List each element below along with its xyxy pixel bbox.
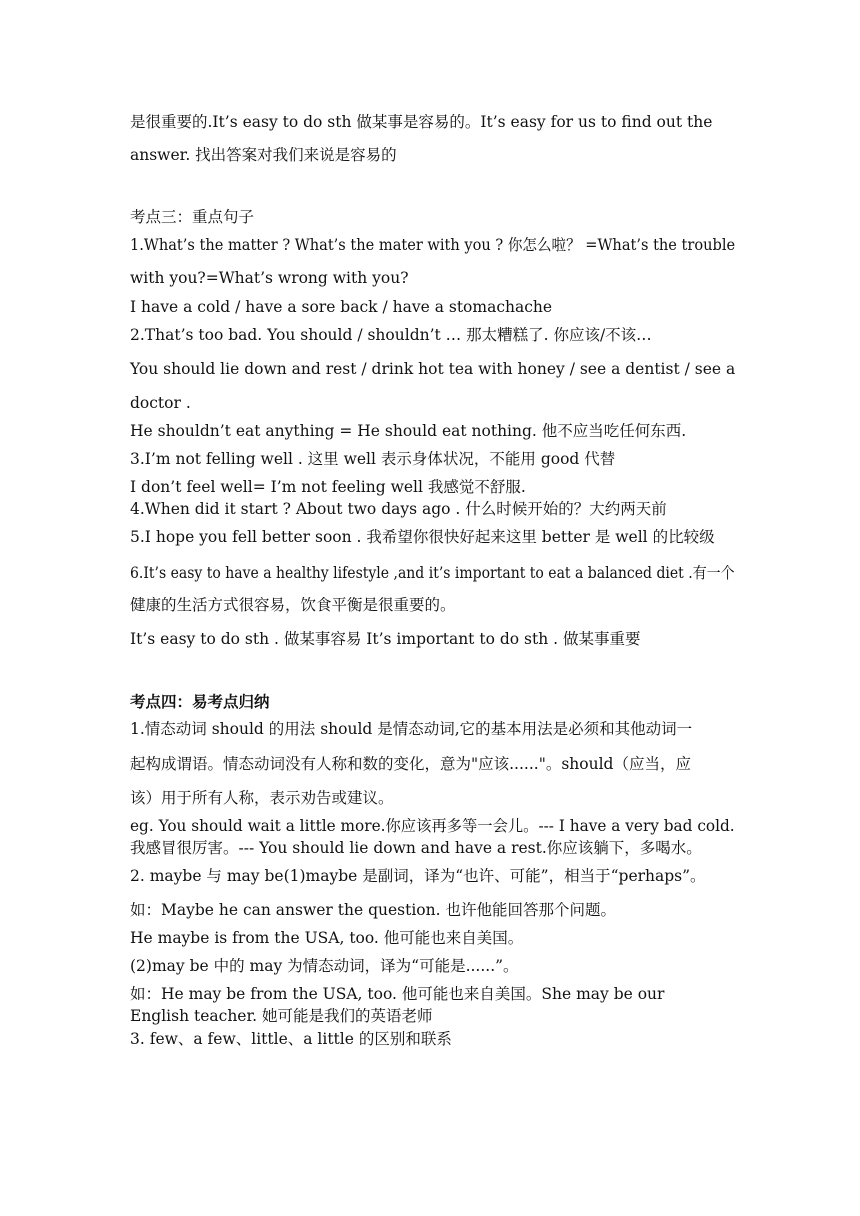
text-line: 该）用于所有人称，表示劝告或建议。 — [130, 789, 394, 807]
text-line: 6.It’s easy to have a healthy lifestyle ,and it’s important to eat a balanced diet .有一个 — [130, 564, 735, 582]
text-line: 3. few、a few、little、a little 的区别和联系 — [130, 1030, 452, 1048]
text-line: answer. 找出答案对我们来说是容易的 — [130, 146, 397, 164]
text-line: 3.I’m not felling well . 这里 well 表示身体状况，不能用 good 代替 — [130, 450, 616, 468]
text-line: I don’t feel well= I’m not feeling well 我感觉不舒服. — [130, 478, 526, 496]
text-line: doctor . — [130, 394, 191, 412]
section-heading: 考点三：重点句子 — [130, 208, 255, 226]
text-line: 是很重要的.It’s easy to do sth 做某事是容易的。It’s easy for us to find out the — [130, 113, 713, 131]
text-line: 如：Maybe he can answer the question. 也许他能回答那个问题。 — [130, 901, 616, 919]
text-line: 起构成谓语。情态动词没有人称和数的变化，意为"应该......"。should（应当，应 — [130, 755, 691, 773]
text-line: with you?=What’s wrong with you? — [130, 269, 409, 287]
text-line: English teacher. 她可能是我们的英语老师 — [130, 1007, 433, 1025]
text-line: 4.When did it start ? About two days ago . 什么时候开始的？大约两天前 — [130, 500, 667, 518]
section-heading: 考点四：易考点归纳 — [130, 692, 270, 711]
text-line: eg. You should wait a little more.你应该再多等一会儿。--- I have a very bad cold. — [130, 817, 735, 835]
text-line: 1.What’s the matter ? What’s the mater with you ? 你怎么啦？ =What’s the trouble — [130, 236, 736, 254]
text-line: 健康的生活方式很容易，饮食平衡是很重要的。 — [130, 596, 456, 614]
text-line: 5.I hope you fell better soon . 我希望你很快好起来这里 better 是 well 的比较级 — [130, 528, 715, 546]
text-line: 2. maybe 与 may be(1)maybe 是副词，译为“也许、可能”，相当于“perhaps”。 — [130, 867, 706, 885]
text-line: It’s easy to do sth . 做某事容易 It’s important to do sth . 做某事重要 — [130, 630, 641, 648]
text-line: 我感冒很厉害。--- You should lie down and have a rest.你应该躺下，多喝水。 — [130, 839, 702, 857]
text-line: 如：He may be from the USA, too. 他可能也来自美国。She may be our — [130, 985, 665, 1003]
text-line: (2)may be 中的 may 为情态动词，译为“可能是......”。 — [130, 957, 519, 975]
text-line: 1.情态动词 should 的用法 should 是情态动词,它的基本用法是必须和其他动词一 — [130, 720, 693, 738]
text-line: I have a cold / have a sore back / have a stomachache — [130, 298, 553, 316]
text-line: 2.That’s too bad. You should / shouldn’t … 那太糟糕了. 你应该/不该… — [130, 326, 652, 344]
text-line: He shouldn’t eat anything = He should eat nothing. 他不应当吃任何东西. — [130, 422, 687, 440]
text-line: You should lie down and rest / drink hot tea with honey / see a dentist / see a — [130, 360, 736, 378]
text-line: He maybe is from the USA, too. 他可能也来自美国。 — [130, 929, 524, 947]
